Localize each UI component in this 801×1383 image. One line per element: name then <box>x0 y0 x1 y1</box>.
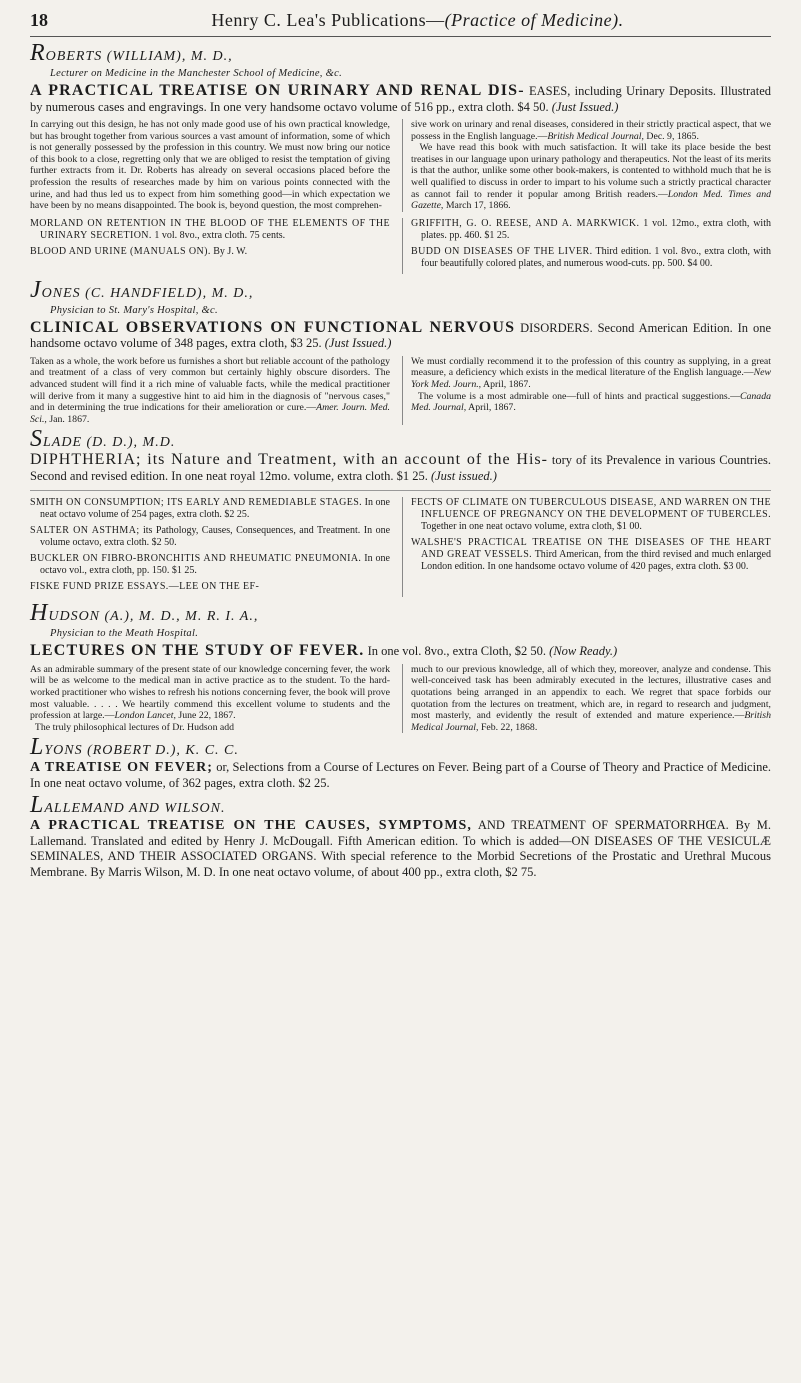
book-title: A TREATISE ON FEVER; or, Selections from a Course of Lectures on Fever. Being part of a Course of Theory and Practice of Medicine. In one neat octavo volume, of 362 pages, extra cloth. $2 25. <box>30 760 771 790</box>
listing-item: BUDD ON DISEASES OF THE LIVER. Third edition. 1 vol. 8vo., extra cloth, with four beautifully colored plates, and numerous wood-cuts. pp. 500. $4 00. <box>411 245 771 269</box>
author-affiliation: Physician to the Meath Hospital. <box>50 628 199 640</box>
divider <box>30 490 771 491</box>
author-line: LALLEMAND AND WILSON. <box>30 792 226 819</box>
author-affiliation: Physician to St. Mary's Hospital, &c. <box>50 304 218 316</box>
review-right: We must cordially recommend it to the profession of this country as supplying, in a great measure, a deficiency which exists in the medical literature of the English language.—New York Med. Journ., April, 1867. The volume is a most admirable one—full of hints and practical suggestions.—Canada Med. Journal, April, 1867. <box>402 356 771 426</box>
entry-jones <box>30 276 771 426</box>
author-line: HUDSON (A.), M. D., M. R. I. A., <box>30 600 259 627</box>
book-title: CLINICAL OBSERVATIONS ON FUNCTIONAL NERVOUS DISORDERS. Second American Edition. In one handsome octavo volume of 348 pages, extra cloth, $3 25. (Just Issued.) <box>30 318 771 351</box>
review-columns <box>30 119 771 212</box>
header-rule <box>30 36 771 37</box>
book-title: A PRACTICAL TREATISE ON URINARY AND RENAL DIS- EASES, including Urinary Deposits. Illustrated by numerous cases and engravings. In one very handsome octavo volume of 516 pp., extra cloth. $4 50. (Just Issued.) <box>30 82 771 114</box>
review-left: In carrying out this design, he has not only made good use of his own practical knowledge, but has brought together from various sources a vast amount of information, some of which is not generally possessed by the profession in this country. We must now bring our notice of this book to a close, regretting only that we are obliged to resist the temptation of giving further extracts from it. Dr. Roberts has already on several occasions placed before the profession the results of researches made by him on various points connected with the urine, and had thus led us to expect from him something good—in which expectation we have been by no means disappointed. The book is, beyond question, the most comprehen- <box>30 119 390 212</box>
publisher-title: Henry C. Lea's Publications—(Practice of Medicine). <box>211 10 624 30</box>
author-line: LYONS (ROBERT D.), K. C. C. <box>30 734 239 761</box>
listing-item: WALSHE'S PRACTICAL TREATISE ON THE DISEASES OF THE HEART AND GREAT VESSELS. Third American, from the third revised and much enlarged London edition. In one handsome octavo volume of 420 pages, extra cloth. $3 00. <box>411 537 771 573</box>
section-title: (Practice of Medicine). <box>444 10 624 30</box>
review-left: As an admirable summary of the present state of our knowledge concerning fever, the work will be as welcome to the medical man in active practice as to the student. To the hard-worked practitioner who wishes to refresh his notions concerning fever, the book will prove most valuable. . . . . We heartily commend this excellent volume to students and the profession at large.—London Lancet, June 22, 1867. The truly philosophical lectures of Dr. Hudson add <box>30 663 390 733</box>
author-line: ROBERTS (WILLIAM), M. D., <box>30 40 233 66</box>
listing-item: GRIFFITH, G. O. REESE, AND A. MARKWICK. 1 vol. 12mo., extra cloth, with plates. pp. 460. $1 25. <box>411 217 771 241</box>
entry-roberts <box>30 40 772 212</box>
listing-item: SALTER ON ASTHMA; its Pathology, Causes, Consequences, and Treatment. In one volume octavo, extra cloth. $2 50. <box>30 525 391 549</box>
entry-slade <box>30 426 772 484</box>
listing-item: BUCKLER ON FIBRO-BRONCHITIS AND RHEUMATIC PNEUMONIA. In one octavo vol., extra cloth, pp. 150. $1 25. <box>30 553 390 577</box>
page-number: 18 <box>30 10 48 30</box>
listing-urinary <box>30 218 771 274</box>
entry-lallemand <box>30 792 771 880</box>
listing-item: FISKE FUND PRIZE ESSAYS.—LEE ON THE EF- <box>30 581 260 593</box>
book-title: A PRACTICAL TREATISE ON THE CAUSES, SYMPTOMS, AND TREATMENT OF SPERMATORRHŒA. By M. Lallemand. Translated and edited by Henry J. McDougall. Fifth American edition. To which is added—ON DISEASES OF THE VESICULÆ SEMINALES, AND THEIR ASSOCIATED ORGANS. With special reference to the Morbid Secretions of the Prostatic and Urethral Mucous Membrane. By Marris Wilson, M. D. In one neat octavo volume, of about 400 pp., extra cloth, $2 75. <box>30 818 771 879</box>
review-right: much to our previous knowledge, all of which they, moreover, analyze and condense. This well-conceived task has been admirably executed in the lectures, illustrative cases and quotations being arranged in an appendix to each. We regret that space forbids our quotation from the lectures on treatment, which are, in regard to research and judgment, most masterly, and evidently the result of extended and mature experience.—British Medical Journal, Feb. 22, 1868. <box>402 664 771 734</box>
entry-lyons <box>30 734 771 791</box>
book-title: LECTURES ON THE STUDY OF FEVER. In one vol. 8vo., extra Cloth, $2 50. (Now Ready.) <box>30 642 618 660</box>
review-columns <box>30 664 771 734</box>
listing-item: BLOOD AND URINE (MANUALS ON). By J. W. <box>30 245 248 257</box>
author-affiliation: Lecturer on Medicine in the Manchester School of Medicine, &c. <box>50 68 343 79</box>
author-line: SLADE (D. D.), M.D. <box>30 426 176 453</box>
author-line: JONES (C. HANDFIELD), M. D., <box>30 276 254 303</box>
listing-item: FECTS OF CLIMATE ON TUBERCULOUS DISEASE, AND WARREN ON THE INFLUENCE OF PREGNANCY ON THE DEVELOPMENT OF TUBERCLES. Together in one neat octavo volume, extra cloth, $1 00. <box>411 497 771 533</box>
page <box>30 0 771 880</box>
listing-item: SMITH ON CONSUMPTION; ITS EARLY AND REMEDIABLE STAGES. In one neat octavo volume of 254 pages, extra cloth. $2 25. <box>30 497 390 521</box>
book-title: DIPHTHERIA; its Nature and Treatment, with an account of the His- tory of its Prevalence in various Countries. Second and revised edition. In one neat royal 12mo. volume, extra cloth. $1 25. (Just issued.) <box>30 451 772 483</box>
listing-consumption <box>30 497 771 597</box>
listing-item: MORLAND ON RETENTION IN THE BLOOD OF THE ELEMENTS OF THE URINARY SECRETION. 1 vol. 8vo., extra cloth. 75 cents. <box>30 217 390 241</box>
running-header <box>30 10 771 34</box>
review-columns <box>30 356 771 426</box>
review-left: Taken as a whole, the work before us furnishes a short but reliable account of the pathology and treatment of a class of very common but certainly highly obscure disorders. The advanced student will find it a rich mine of valuable facts, while the medical practitioner will derive from it many a suggestive hint to aid him in the diagnosis of "nervous cases," and in determining the true indications for their amelioration or cure.—Amer. Journ. Med. Sci., Jan. 1867. <box>30 355 390 425</box>
entry-hudson <box>30 600 771 733</box>
review-right: sive work on urinary and renal diseases, considered in their strictly practical aspect, that we possess in the English language.—British Medical Journal, Dec. 9, 1865. We have read this book with much satisfaction. It will take its place beside the best treatises in our language upon urinary pathology and therapeutics. Not the least of its merits is that the author, unlike some other book-makers, is contented to withhold much that he is well qualified to discuss in order to impart to his volume such a strictly practical character as cannot fail to render it popular among British readers.—London Med. Times and Gazette, March 17, 1866. <box>402 119 771 212</box>
